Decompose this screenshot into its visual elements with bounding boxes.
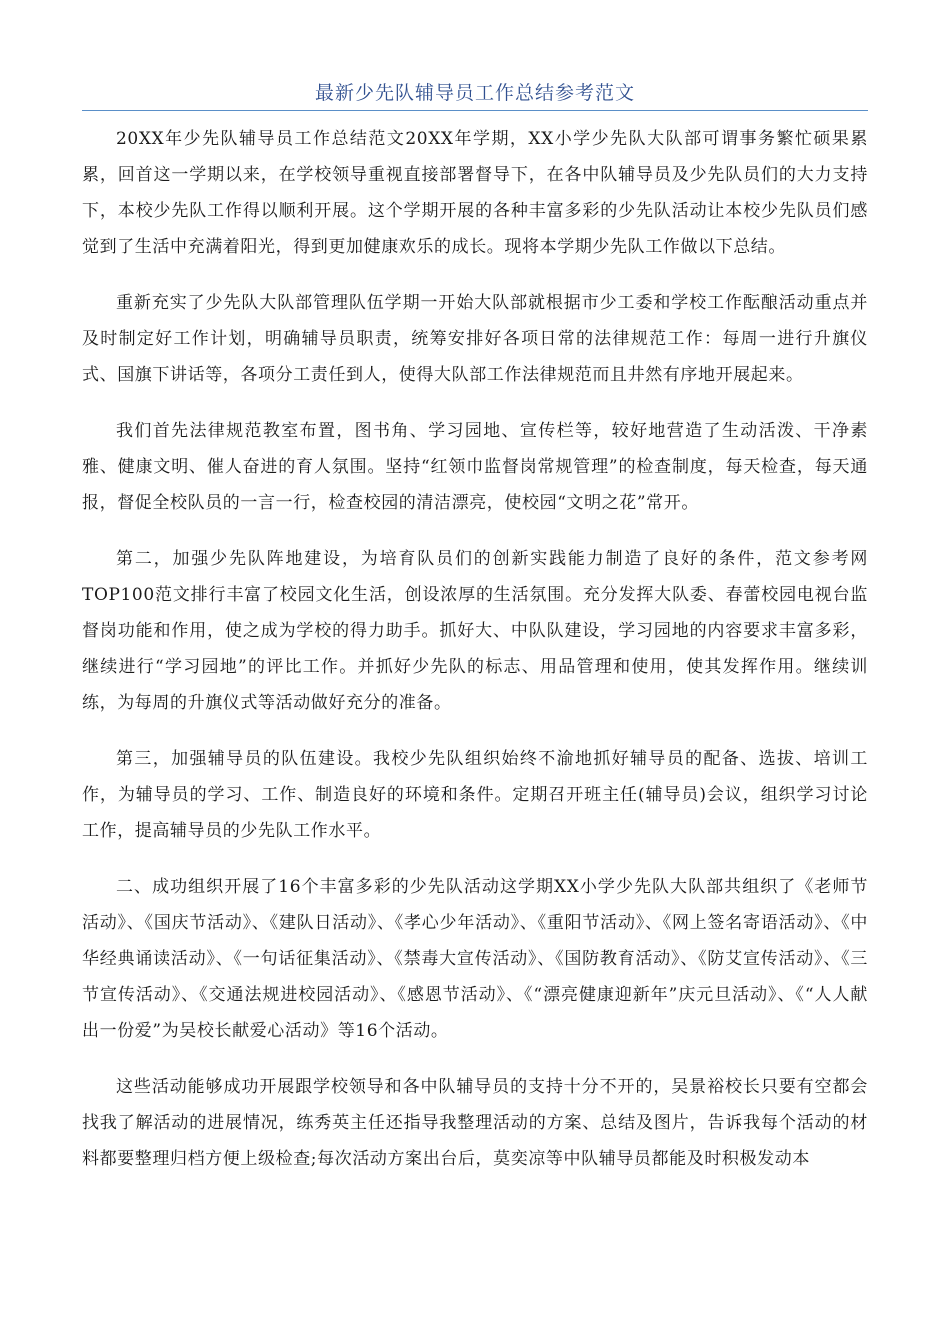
paragraph-2: 重新充实了少先队大队部管理队伍学期一开始大队部就根据市少工委和学校工作酝酿活动重点并及时制定好工作计划，明确辅导员职责，统筹安排好各项日常的法律规范工作：每周一进行升旗仪式、国旗下讲话等，各项分工责任到人，使得大队部工作法律规范而且井然有序地开展起来。 <box>82 293 868 385</box>
paragraph-7: 这些活动能够成功开展跟学校领导和各中队辅导员的支持十分不开的，吴景裕校长只要有空都会找我了解活动的进展情况，练秀英主任还指导我整理活动的方案、总结及图片，告诉我每个活动的材料都要整理归档方便上级检查;每次活动方案出台后，莫奕凉等中队辅导员都能及时积极发动本 <box>82 1077 868 1169</box>
paragraph-5: 第三，加强辅导员的队伍建设。我校少先队组织始终不渝地抓好辅导员的配备、选拔、培训工作，为辅导员的学习、工作、制造良好的环境和条件。定期召开班主任(辅导员)会议，组织学习讨论工作，提高辅导员的少先队工作水平。 <box>82 749 868 841</box>
document-body <box>82 121 868 1197</box>
document-title: 最新少先队辅导员工作总结参考范文 <box>314 82 635 104</box>
paragraph-6: 二、成功组织开展了16个丰富多彩的少先队活动这学期XX小学少先队大队部共组织了《老师节活动》、《国庆节活动》、《建队日活动》、《孝心少年活动》、《重阳节活动》、《网上签名寄语活动》、《中华经典诵读活动》、《一句话征集活动》、《禁毒大宣传活动》、《国防教育活动》、《防艾宣传活动》、《三节宣传活动》、《交通法规进校园活动》、《感恩节活动》、《“漂亮健康迎新年”庆元旦活动》、《“人人献出一份爱”为吴校长献爱心活动》等16个活动。 <box>82 877 868 1041</box>
paragraph-1: 20XX年少先队辅导员工作总结范文20XX年学期，XX小学少先队大队部可谓事务繁忙硕果累累，回首这一学期以来，在学校领导重视直接部署督导下，在各中队辅导员及少先队员们的大力支持下，本校少先队工作得以顺利开展。这个学期开展的各种丰富多彩的少先队活动让本校少先队员们感觉到了生活中充满着阳光，得到更加健康欢乐的成长。现将本学期少先队工作做以下总结。 <box>82 129 868 257</box>
paragraph-3: 我们首先法律规范教室布置，图书角、学习园地、宣传栏等，较好地营造了生动活泼、干净素雅、健康文明、催人奋进的育人氛围。坚持“红领巾监督岗常规管理”的检查制度，每天检查，每天通报，督促全校队员的一言一行，检查校园的清洁漂亮，使校园“文明之花”常开。 <box>82 421 868 513</box>
title-divider <box>82 110 868 111</box>
paragraph-4: 第二，加强少先队阵地建设，为培育队员们的创新实践能力制造了良好的条件，范文参考网TOP100范文排行丰富了校园文化生活，创设浓厚的生活氛围。充分发挥大队委、春蕾校园电视台监督岗功能和作用，使之成为学校的得力助手。抓好大、中队队建设，学习园地的内容要求丰富多彩，继续进行“学习园地”的评比工作。并抓好少先队的标志、用品管理和使用，使其发挥作用。继续训练，为每周的升旗仪式等活动做好充分的准备。 <box>82 549 868 713</box>
